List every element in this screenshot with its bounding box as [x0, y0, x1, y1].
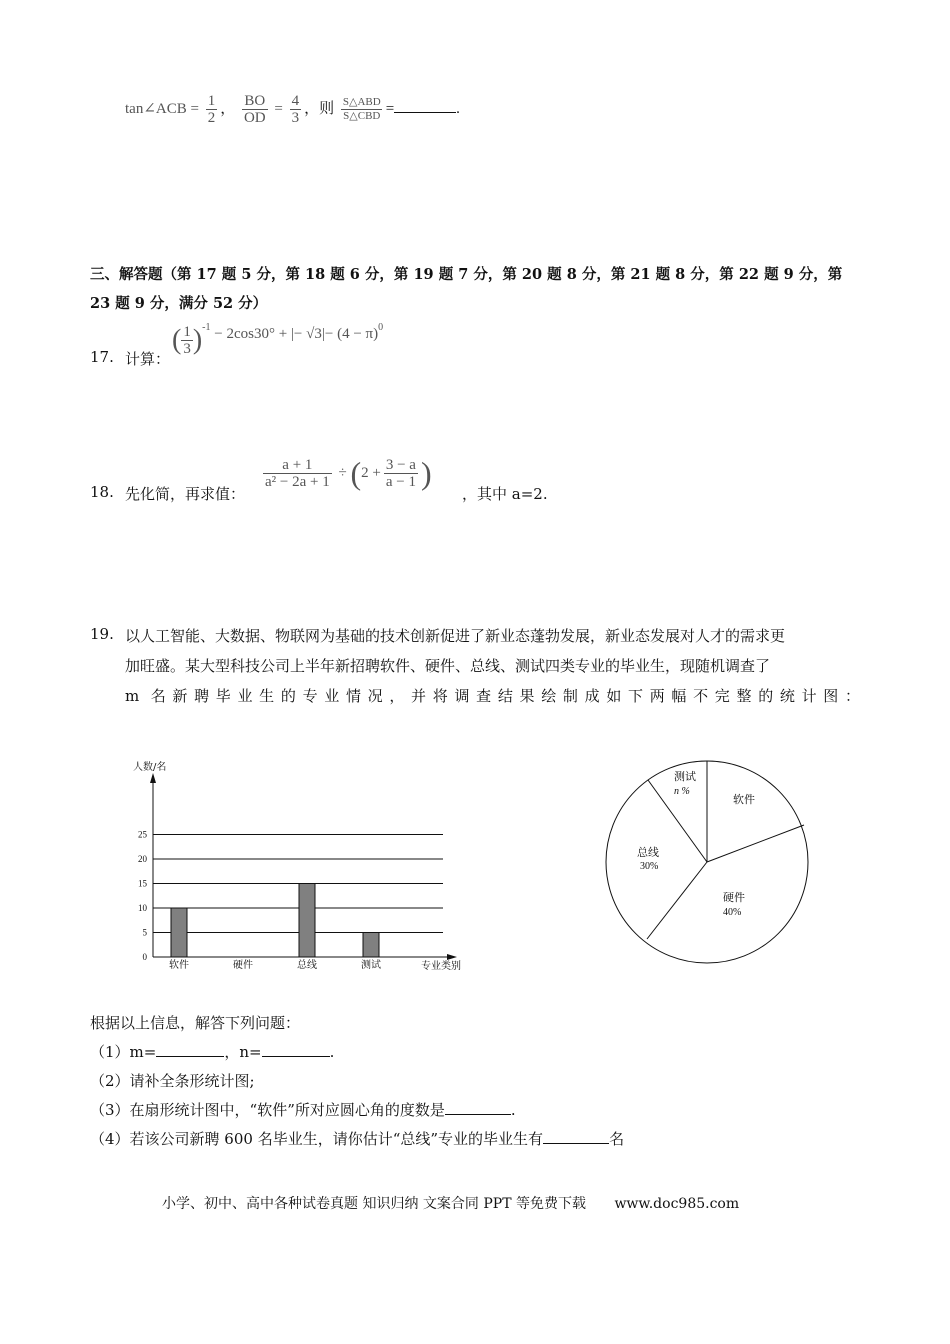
section-heading-line2: 23 题 9 分，满分 52 分） — [90, 295, 268, 312]
pie-chart — [600, 758, 815, 968]
y-tick-label: 20 — [138, 854, 147, 864]
question-2: （2）请补全条形统计图; — [90, 1072, 255, 1090]
y-tick-label: 10 — [138, 903, 147, 913]
bar-chart-ylabel: 人数/名 — [133, 762, 167, 773]
x-category-label: 硬件 — [233, 960, 253, 971]
y-tick-label: 0 — [142, 952, 147, 962]
pie-sublabel-test: n % — [674, 786, 690, 797]
q19-line2: 加旺盛。某大型科技公司上半年新招聘软件、硬件、总线、测试四类专业的毕业生，现随机调查了 — [125, 657, 771, 675]
ratio-value: $\frac{4}{3}$ — [291, 93, 300, 126]
y-tick-label: 5 — [142, 927, 147, 938]
footer-text: 小学、初中、高中各种试卷真题 知识归纳 文案合同 PPT 等免费下载 — [162, 1196, 586, 1212]
q17-number: 17. — [90, 348, 114, 366]
q18-expression: $\frac{a + 1}{\text{a² − 2a + 1}}$ ÷ (2 + $\frac{3 - a}{a - 1}$ ) — [265, 455, 432, 491]
section-heading-line1: 三、解答题（第 17 题 5 分，第 18 题 6 分，第 19 题 7 分，第 20 题 8 分，第 21 题 8 分，第 22 题 9 分，第 — [90, 266, 843, 283]
footer-url[interactable]: www.doc985.com — [614, 1196, 740, 1212]
x-axis-arrow — [447, 954, 457, 960]
questions-intro: 根据以上信息，解答下列问题： — [90, 1014, 301, 1032]
tan-fraction: $\frac{1}{2}$ — [207, 93, 216, 126]
pie-label-bus: 总线 — [637, 846, 659, 859]
pie-label-hardware: 硬件 — [723, 891, 745, 904]
q19-number: 19. — [90, 625, 114, 643]
q17-label: 计算： — [125, 350, 171, 368]
bar-chart-xlabel: 专业类别 — [421, 961, 461, 972]
area-ratio: $\frac{\text{S△ABD}}{\text{S△CBD}}$ — [342, 96, 381, 122]
pie-label-software: 软件 — [733, 793, 755, 806]
question-3: （3）在扇形统计图中，“软件”所对应圆心角的度数是 . — [90, 1101, 516, 1119]
answer-blank-m[interactable] — [156, 1042, 224, 1057]
q16-formula: tan∠ACB = $\frac{1}{2}$ ， $\frac{BO}{OD}$ = $\frac{4}{3}$ ，则 $\frac{\text{S△ABD}}{\text{S△CBD}}$ = . — [125, 93, 460, 126]
q18-label: 先化简，再求值： — [125, 485, 246, 503]
answer-blank-angle[interactable] — [445, 1100, 511, 1115]
answer-blank-count[interactable] — [543, 1129, 609, 1144]
bar-测试 — [363, 933, 379, 958]
tan-expression: tan∠ACB = — [125, 100, 199, 117]
answer-blank-16[interactable] — [394, 98, 456, 113]
y-tick-label: 15 — [138, 878, 147, 889]
q18-tail: ，其中 a=2. — [462, 485, 548, 503]
y-axis-arrow — [150, 773, 156, 783]
footer — [162, 1193, 739, 1213]
pie-label-test: 测试 — [674, 770, 696, 783]
answer-blank-n[interactable] — [262, 1042, 330, 1057]
ratio-fraction: $\frac{BO}{OD}$ — [243, 93, 266, 126]
q17-expression: ( $\frac{1}{3}$ )$^{-1}$ − 2cos30° + |− $√3|- (4 - \pi)^0$ — [172, 322, 384, 358]
x-category-label: 软件 — [169, 960, 189, 971]
q19-line3: m 名新聘毕业生的专业情况，并将调查结果绘制成如下两幅不完整的统计图： — [125, 687, 860, 705]
y-tick-label: 25 — [138, 829, 147, 840]
q18-number: 18. — [90, 483, 114, 501]
q19-line1: 以人工智能、大数据、物联网为基础的技术创新促进了新业态蓬勃发展，新业态发展对人才的需求更 — [125, 627, 786, 645]
pie-sublabel-bus: 30% — [640, 861, 659, 872]
x-category-label: 测试 — [361, 960, 381, 971]
bar-软件 — [171, 908, 187, 957]
x-category-label: 总线 — [297, 960, 317, 971]
bar-chart — [125, 755, 475, 975]
question-4: （4）若该公司新聘 600 名毕业生，请你估计“总线”专业的毕业生有 名 — [90, 1130, 625, 1148]
question-1: （1）m= ，n= . — [90, 1043, 335, 1061]
pie-sublabel-hardware: 40% — [723, 907, 742, 918]
bar-总线 — [299, 884, 315, 958]
